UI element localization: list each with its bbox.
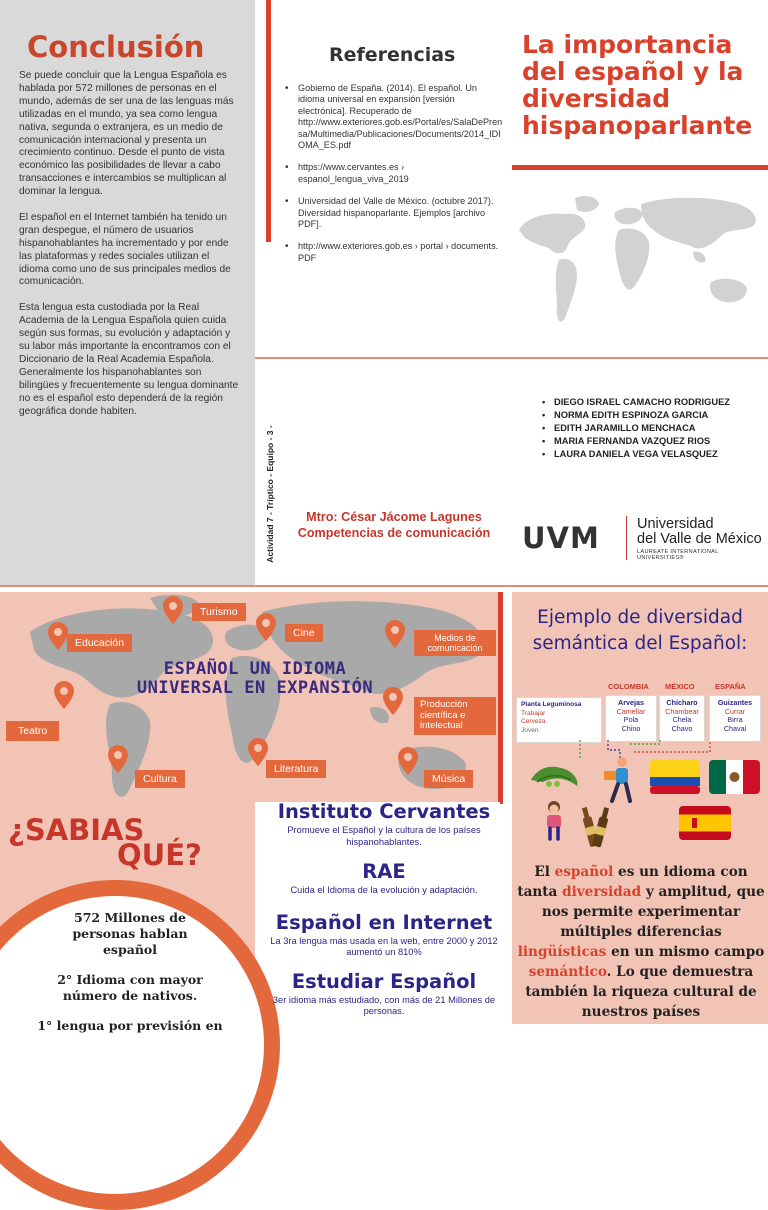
institutions-list [256, 800, 512, 1018]
institution-item [256, 911, 512, 959]
map-panel-divider [498, 592, 503, 804]
institution-desc: Promueve el Español y la cultura de los países hispanohablantes. [287, 825, 481, 847]
location-pin-icon [163, 596, 183, 624]
institution-desc: Cuida el Idioma de la evolución y adaptación. [290, 885, 478, 895]
fold-divider [0, 585, 768, 587]
tag-cine: Cine [285, 624, 323, 642]
ejemplo-text-part: y amplitud, que nos permite experimentar múltiples diferencias [541, 884, 765, 940]
ejemplo-paragraph [516, 862, 766, 1022]
institution-title: Estudiar Español [291, 969, 477, 993]
country-label-espana: ESPAÑA [715, 682, 746, 691]
uvm-logo-name [637, 517, 762, 546]
tag-musica: Música [424, 770, 473, 788]
colombia-flag-icon [650, 760, 700, 794]
institution-item [256, 970, 512, 1018]
references-accent-bar [266, 0, 271, 242]
reference-item: • Gobierno de España. (2014). El español. Un idioma universal en expansión [versión electrónica]. Recuperado de http://www.exteriores.gob.es/Portal/es/SalaDePrensa/Multimedia/Publicaciones/Documents/2014_IDIOMA_ES.pdf [285, 83, 503, 151]
conclusion-paragraph: El español en el Internet también ha tenido un gran despegue, el número de usuarios hispanohablantes ha incrementado y por ende las plataformas y redes sociales utilizan el idioma como uno de sus principales medios de comunicación. [19, 211, 231, 288]
fact-item: 2° Idioma con mayor número de nativos. [57, 972, 203, 1003]
highlight-semantico: semántico [528, 964, 607, 980]
uvm-name-line1: Universidad [637, 516, 714, 532]
uvm-name-line2: del Valle de México [637, 530, 762, 547]
institution-item [256, 800, 512, 848]
institution-title: Instituto Cervantes [277, 800, 491, 823]
team-member: • EDITH JARAMILLO MENCHACA [540, 422, 730, 435]
legend-trabajar: Trabajar [521, 709, 546, 717]
institution-title: Español en Internet [275, 910, 493, 934]
word-card-mexico [659, 695, 705, 742]
highlight-espanol: español [554, 864, 614, 880]
word-espana-2: Birra [727, 715, 743, 724]
uvm-logo-separator [626, 516, 627, 560]
reference-item: • http://www.exteriores.gob.es › portal › documents. PDF [285, 241, 503, 264]
facts-list [0, 910, 260, 1048]
team-member: • DIEGO ISRAEL CAMACHO RODRIGUEZ [540, 396, 730, 409]
conclusion-paragraph: Esta lengua esta custodiada por la Real Academia de la Lengua Española quien cuida según sus formas, su evolución y adaptación y su labor más importante la encontramos con el Diccionario de la Real Academia Española. Generalmente los hispanohablantes son bilingües y frecuentemente su lengua dominante no es el español esto dependerá de la región geográfica donde habiten. [19, 302, 239, 417]
references-list [285, 83, 503, 275]
tag-produccion: Producción científica e intelectual [414, 697, 496, 735]
map-headline [90, 660, 420, 698]
activity-caption [262, 410, 278, 578]
cover-title-bar [512, 165, 768, 170]
legend-planta: Planta Leguminosa [521, 701, 582, 708]
ejemplo-text-part: . Lo que demuestra también la riqueza cultural de nuestros países [525, 964, 757, 1020]
team-member: • NORMA EDITH ESPINOZA GARCIA [540, 409, 730, 422]
word-colombia-1: Camellar [616, 706, 646, 716]
uvm-logo-tagline: LAUREATE INTERNATIONAL UNIVERSITIES® [637, 549, 719, 561]
map-headline-line1: ESPAÑOL UN IDIOMA [163, 659, 347, 679]
word-colombia-3: Chino [621, 723, 641, 733]
ejemplo-title: Ejemplo de diversidad semántica del Español: [532, 607, 748, 654]
word-mexico-2: Chela [672, 715, 692, 724]
pea-plant-icon [527, 760, 582, 790]
young-person-icon [540, 800, 568, 840]
word-card-colombia [605, 695, 657, 742]
legend-cerveza: Cerveza [521, 718, 546, 725]
country-label-colombia: COLOMBIA [608, 682, 649, 691]
team-member: • LAURA DANIELA VEGA VELASQUEZ [540, 448, 730, 461]
word-colombia-main: Arvejas [618, 698, 644, 707]
team-member: • MARIA FERNANDA VAZQUEZ RIOS [540, 435, 730, 448]
fact-item: 1° lengua por previsión en [37, 1018, 223, 1033]
conclusion-body [19, 70, 241, 418]
location-pin-icon [385, 620, 405, 648]
location-pin-icon [48, 622, 68, 650]
references-title: Referencias [329, 44, 456, 66]
word-mexico-3: Chavo [671, 723, 693, 733]
sabias-title: ¿SABIAS [8, 813, 145, 847]
tag-turismo: Turismo [192, 603, 246, 621]
legend-joven: Joven [521, 726, 539, 734]
spain-flag-icon [679, 806, 731, 840]
word-espana-main: Guizantes [717, 698, 753, 707]
word-colombia-2: Pola [623, 715, 639, 724]
tag-literatura: Literatura [266, 760, 326, 778]
conclusion-title: Conclusión [27, 30, 205, 64]
map-headline-line2: UNIVERSAL EN EXPANSIÓN [136, 678, 374, 698]
word-mexico-main: Chícharo [666, 698, 698, 707]
teacher-block [284, 509, 504, 541]
location-pin-icon [256, 613, 276, 641]
location-pin-icon [398, 747, 418, 775]
mexico-flag-icon [709, 760, 760, 794]
reference-item: • Universidad del Valle de México. (octubre 2017). Diversidad hispanoparlante. Ejemplos [archivo PDF]. [285, 196, 503, 230]
highlight-linguisticas: lingüísticas [517, 944, 607, 960]
tag-cultura: Cultura [135, 770, 185, 788]
ejemplo-text-part: es un idioma con tanta [517, 864, 748, 900]
conclusion-paragraph: Se puede concluir que la Lengua Española es hablada por 572 millones de personas en el mundo, además de ser una de las lenguas más utilizadas en el mundo, ya sea como lengua nativa, segunda o extranjera, es un medio de comunicación internacional y presenta un crecimiento continuo. Desde el punto de vista económico las posibilidades de llevar a cabo transacciones e intercambios se multiplican al dominar la lengua. [19, 70, 234, 198]
worker-icon [598, 755, 640, 803]
ejemplo-text-part: El [534, 864, 555, 880]
beer-bottles-icon [577, 803, 613, 851]
institution-item [256, 860, 512, 897]
teacher-name: Mtro: César Jácome Lagunes [306, 510, 482, 524]
location-pin-icon [54, 681, 74, 709]
tag-teatro: Teatro [6, 721, 59, 741]
ejemplo-text-part: en un mismo campo [606, 944, 765, 960]
country-label-mexico: MÉXICO [665, 682, 695, 691]
location-pin-icon [108, 745, 128, 773]
activity-caption-text: Actividad 7 - Tríptico - Equipo - 3 - [265, 425, 275, 563]
word-espana-1: Currar [724, 706, 746, 716]
cover-title: La importancia del español y la diversidad hispanoparlante [522, 30, 753, 140]
fact-item: 572 Millones de personas hablan español [72, 910, 188, 957]
legend-card [516, 697, 602, 743]
institution-desc: La 3ra lengua más usada en la web, entre 2000 y 2012 aumentó un 810% [270, 935, 498, 957]
institution-desc: 3er idioma más estudiado, con más de 21 Millones de personas. [272, 994, 496, 1016]
middle-divider [255, 357, 768, 359]
course-name: Competencias de comunicación [297, 526, 491, 540]
world-map-image [515, 190, 765, 332]
location-pin-icon [248, 738, 268, 766]
word-card-espana [709, 695, 761, 742]
highlight-diversidad: diversidad [562, 884, 642, 900]
uvm-logo [522, 514, 762, 566]
team-members-list [540, 396, 730, 461]
word-mexico-1: Chambear [665, 706, 699, 716]
reference-item: • https://www.cervantes.es › espanol_lengua_viva_2019 [285, 162, 503, 185]
sabias-title-question: QUÉ? [117, 838, 202, 872]
tag-educacion: Educación [67, 634, 132, 652]
institution-title: RAE [362, 860, 406, 883]
word-espana-3: Chaval [723, 723, 747, 733]
uvm-logo-mark: UVM [522, 521, 600, 555]
tag-medios: Medios de comunicación [414, 630, 496, 656]
